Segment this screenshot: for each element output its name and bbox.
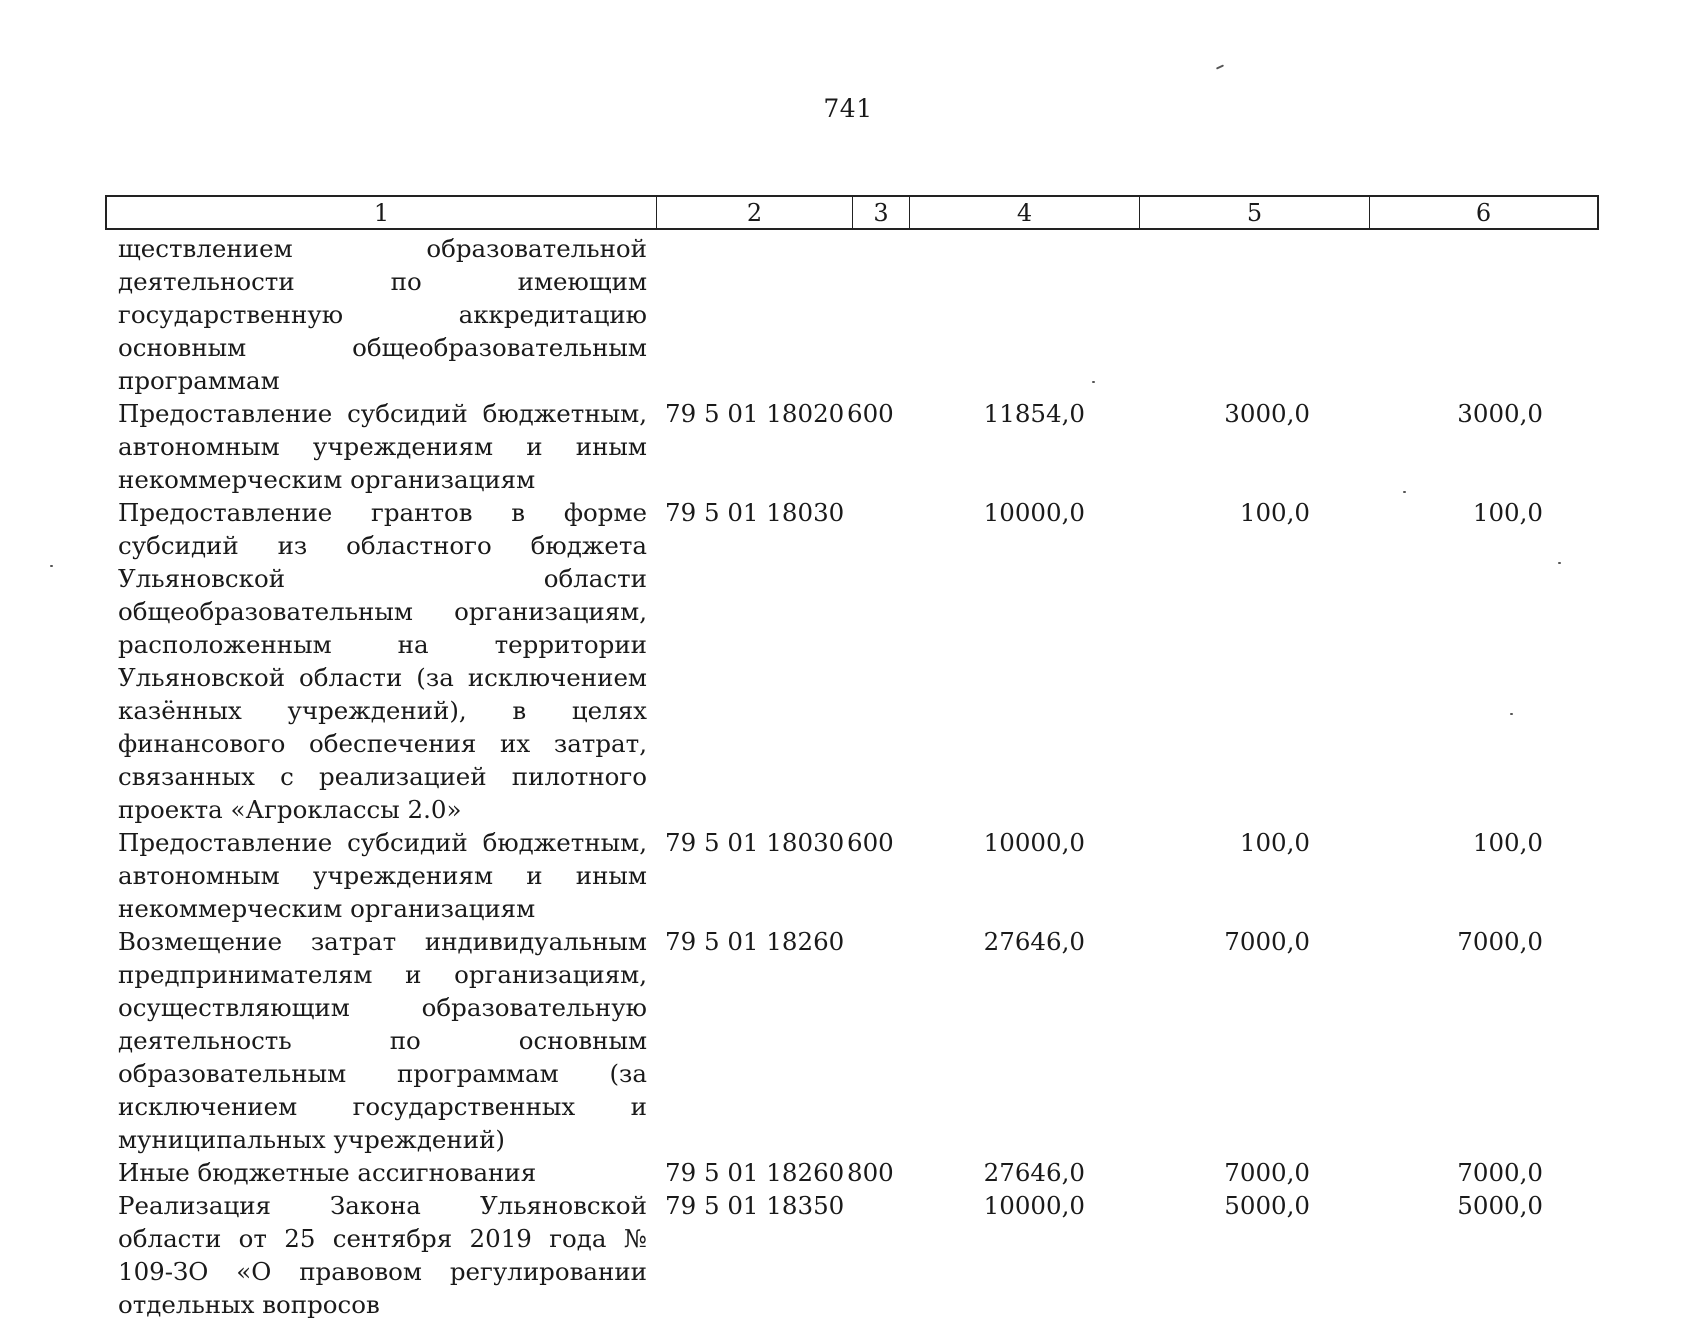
- scan-speck: [1092, 381, 1095, 383]
- row-value-col4: 10000,0: [983, 1191, 1085, 1220]
- row-value-col5: 100,0: [1239, 498, 1310, 527]
- header-cell-5: 5: [1140, 197, 1370, 228]
- page-number: 741: [823, 94, 873, 123]
- row-value-col5: 100,0: [1239, 828, 1310, 857]
- scan-speck: [1510, 713, 1513, 715]
- row-description: Реализация Закона Ульяновской области от 25 сентября 2019 года № 109-ЗО «О правовом регулировании отдельных вопросов: [118, 1191, 647, 1319]
- row-value-col6: 5000,0: [1457, 1191, 1543, 1220]
- row-value-col6: 100,0: [1472, 498, 1543, 527]
- row-code: 79 5 01 18350: [665, 1191, 845, 1220]
- row-value-col4: 10000,0: [983, 498, 1085, 527]
- header-cell-6: 6: [1475, 198, 1492, 227]
- header-cell-1: 1: [107, 197, 657, 228]
- scan-speck: [1403, 491, 1406, 493]
- row-type: 600: [847, 828, 894, 857]
- scan-speck: [1558, 562, 1561, 564]
- header-cell-3: 3: [853, 197, 910, 228]
- row-value-col6: 3000,0: [1457, 399, 1543, 428]
- scan-speck: [50, 565, 53, 567]
- row-value-col6: 7000,0: [1457, 1158, 1543, 1187]
- row-value-col5: 7000,0: [1224, 927, 1310, 956]
- row-value-col4: 27646,0: [983, 1158, 1085, 1187]
- row-value-col5: 3000,0: [1224, 399, 1310, 428]
- scan-speck: [1216, 64, 1224, 69]
- row-code: 79 5 01 18020: [665, 399, 845, 428]
- row-value-col6: 100,0: [1472, 828, 1543, 857]
- row-value-col6: 7000,0: [1457, 927, 1543, 956]
- row-code: 79 5 01 18260: [665, 1158, 845, 1187]
- table-row: [105, 1156, 1599, 1189]
- row-description: Предоставление субсидий бюджетным, автономным учреждениям и иным некоммерческим организациям: [118, 828, 647, 923]
- table-row: [105, 826, 1599, 925]
- row-code: 79 5 01 18030: [665, 498, 845, 527]
- row-description: Предоставление грантов в форме субсидий из областного бюджета Ульяновской области общеобразовательным организациям, расположенным на территории Ульяновской области (за исключением казённых учреждений), в целях финансового обеспечения их затрат, связанных с реализацией пилотного проекта «Агроклассы 2.0»: [118, 498, 647, 824]
- row-code: 79 5 01 18030: [665, 828, 845, 857]
- table-row: [105, 397, 1599, 496]
- row-description: Возмещение затрат индивидуальным предпринимателям и организациям, осуществляющим образовательную деятельность по основным образовательным программам (за исключением государственных и муниципальных учреждений): [118, 927, 647, 1154]
- header-cell-4: 4: [910, 197, 1140, 228]
- table-row: [105, 1189, 1599, 1321]
- row-description: ществлением образовательной деятельности по имеющим государственную аккредитацию основным общеобразовательным программам: [118, 234, 647, 395]
- row-type: 800: [847, 1158, 894, 1187]
- header-cell-2: 2: [657, 197, 853, 228]
- row-value-col4: 11854,0: [983, 399, 1085, 428]
- row-value-col5: 7000,0: [1224, 1158, 1310, 1187]
- row-code: 79 5 01 18260: [665, 927, 845, 956]
- row-description: Иные бюджетные ассигнования: [118, 1158, 537, 1187]
- row-description: Предоставление субсидий бюджетным, автономным учреждениям и иным некоммерческим организациям: [118, 399, 647, 494]
- row-value-col4: 10000,0: [983, 828, 1085, 857]
- table-row: [105, 232, 1599, 397]
- row-type: 600: [847, 399, 894, 428]
- table-row: [105, 496, 1599, 826]
- row-value-col5: 5000,0: [1224, 1191, 1310, 1220]
- table-row: [105, 925, 1599, 1156]
- table-body: [105, 232, 1599, 1321]
- row-value-col4: 27646,0: [983, 927, 1085, 956]
- table-header: [105, 195, 1599, 230]
